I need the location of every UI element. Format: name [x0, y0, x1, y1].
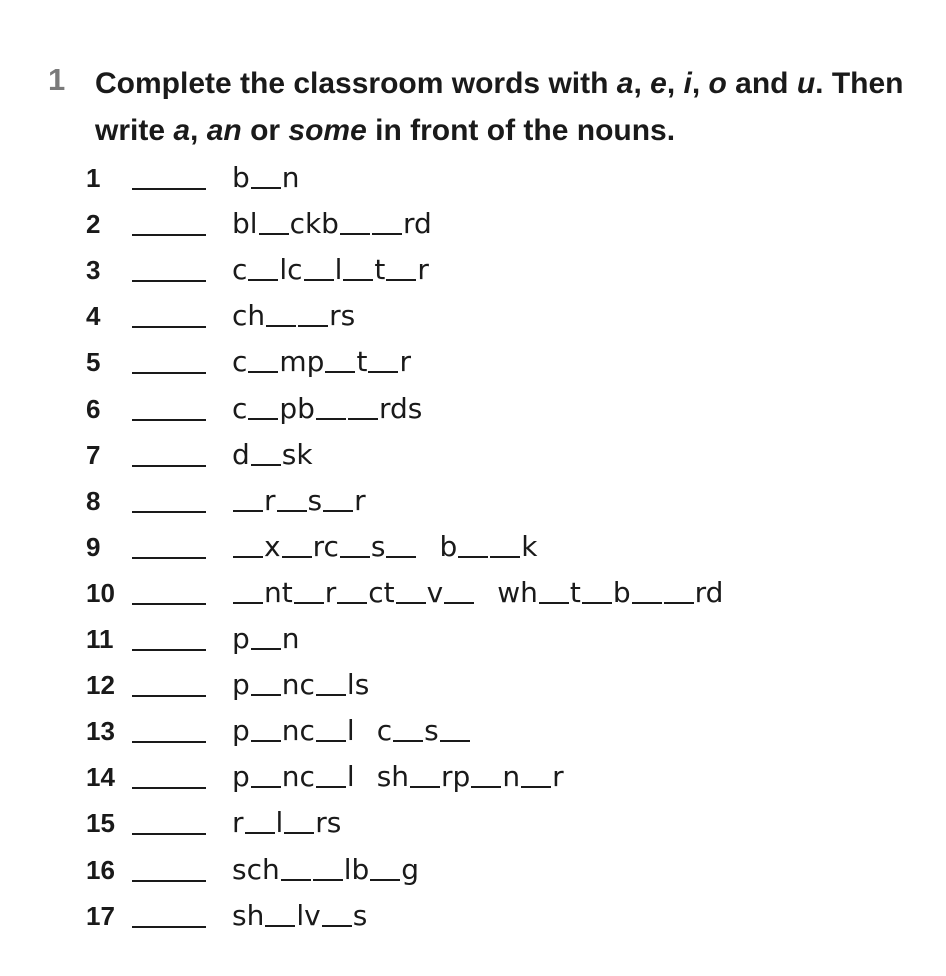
vowel-blank[interactable] — [521, 786, 551, 788]
word-letters: rc — [312, 529, 339, 563]
item-number: 8 — [86, 485, 101, 516]
vowel-blank[interactable] — [245, 832, 275, 834]
vowel-blank[interactable] — [396, 602, 426, 604]
vowel-blank[interactable] — [322, 925, 352, 927]
vowel-blank[interactable] — [370, 879, 400, 881]
vowel-blank[interactable] — [251, 648, 281, 650]
vowel-blank[interactable] — [248, 279, 278, 281]
word-letters: sh — [376, 760, 410, 794]
word-letters: l — [334, 253, 343, 287]
word-letters: k — [521, 529, 538, 563]
item-number: 17 — [86, 900, 115, 931]
item-number: 2 — [86, 209, 101, 240]
word-letters: ct — [368, 575, 395, 609]
word-letters: rs — [329, 299, 356, 333]
word-letters: r — [552, 760, 564, 794]
vowel-blank[interactable] — [444, 602, 474, 604]
word-letters: rs — [315, 806, 342, 840]
item-number: 12 — [86, 670, 115, 701]
word-letters: r — [354, 483, 366, 517]
vowel-blank[interactable] — [632, 602, 662, 604]
word-letters: c — [232, 345, 248, 379]
vowel-blank[interactable] — [294, 602, 324, 604]
instruction-text: u — [796, 67, 816, 100]
incomplete-word — [232, 250, 429, 290]
incomplete-word — [232, 527, 537, 567]
word-item — [0, 711, 946, 757]
word-letters: b — [612, 575, 631, 609]
word-item — [0, 757, 946, 803]
vowel-blank[interactable] — [410, 786, 440, 788]
instruction-text: i — [683, 67, 692, 100]
vowel-blank[interactable] — [266, 325, 296, 327]
word-letters: x — [264, 529, 281, 563]
article-answer-blank[interactable] — [132, 234, 206, 236]
word-letters: rd — [402, 207, 432, 241]
vowel-blank[interactable] — [316, 740, 346, 742]
word-item — [0, 619, 946, 665]
instruction-text: e — [650, 67, 667, 100]
word-letters: p — [232, 622, 250, 655]
vowel-blank[interactable] — [348, 418, 378, 420]
word-item — [0, 158, 946, 204]
item-number: 7 — [86, 439, 101, 470]
word-letters: n — [281, 161, 300, 194]
word-letters: s — [307, 483, 323, 517]
word-item — [0, 850, 946, 896]
word-item — [0, 803, 946, 849]
word-item — [0, 481, 946, 527]
word-letters: pb — [279, 391, 315, 425]
item-number: 10 — [86, 577, 115, 608]
vowel-blank[interactable] — [490, 556, 520, 558]
vowel-blank[interactable] — [233, 556, 263, 558]
article-answer-blank[interactable] — [132, 511, 206, 513]
article-answer-blank[interactable] — [132, 741, 206, 743]
instruction-text: Complete the classroom words with — [95, 67, 617, 100]
vowel-blank[interactable] — [337, 602, 367, 604]
word-letters: s — [352, 898, 368, 932]
instruction-text: , — [633, 67, 651, 100]
instruction-text: . Then write — [95, 67, 904, 147]
word-letters: wh — [497, 575, 538, 609]
word-letters: n — [281, 622, 300, 655]
exercise-number: 1 — [48, 62, 66, 97]
word-letters: lb — [343, 852, 370, 886]
vowel-blank[interactable] — [393, 740, 423, 742]
instruction-text: , — [691, 67, 709, 100]
instruction-text: a — [616, 67, 634, 100]
word-letters: t — [374, 253, 386, 287]
word-letters: v — [426, 575, 444, 609]
word-letters: l — [346, 714, 355, 748]
article-answer-blank[interactable] — [132, 695, 206, 697]
item-number: 13 — [86, 716, 115, 747]
word-letters: t — [356, 345, 368, 379]
item-number: 6 — [86, 393, 101, 424]
word-letters: r — [399, 345, 411, 379]
item-number: 9 — [86, 531, 101, 562]
vowel-blank[interactable] — [386, 556, 416, 558]
word-item — [0, 204, 946, 250]
vowel-blank[interactable] — [248, 418, 278, 420]
article-answer-blank[interactable] — [132, 880, 206, 882]
incomplete-word — [232, 158, 300, 198]
word-item — [0, 573, 946, 619]
instruction-text: some — [288, 114, 367, 147]
vowel-blank[interactable] — [284, 832, 314, 834]
word-letters: d — [232, 437, 250, 471]
word-letters: ckb — [289, 207, 339, 241]
incomplete-word — [232, 850, 419, 890]
vowel-blank[interactable] — [251, 786, 281, 788]
item-number: 14 — [86, 762, 115, 793]
word-letters: sk — [281, 437, 313, 471]
article-answer-blank[interactable] — [132, 787, 206, 789]
word-letters: nc — [281, 760, 315, 794]
vowel-blank[interactable] — [298, 325, 328, 327]
vowel-blank[interactable] — [282, 556, 312, 558]
word-letters: p — [232, 714, 250, 748]
word-letters: bl — [232, 207, 258, 241]
incomplete-word — [232, 711, 471, 751]
word-letters: ch — [232, 299, 266, 333]
vowel-blank[interactable] — [340, 556, 370, 558]
word-item — [0, 896, 946, 942]
word-letters: r — [417, 253, 429, 287]
word-item — [0, 342, 946, 388]
incomplete-word — [232, 296, 355, 336]
vowel-blank[interactable] — [233, 510, 263, 512]
vowel-blank[interactable] — [316, 694, 346, 696]
incomplete-word — [232, 803, 341, 843]
instruction-text: in front of the nouns. — [366, 114, 676, 147]
article-answer-blank[interactable] — [132, 603, 206, 605]
item-number: 11 — [86, 624, 114, 654]
vowel-blank[interactable] — [251, 464, 281, 466]
vowel-blank[interactable] — [251, 187, 281, 189]
vowel-blank[interactable] — [248, 371, 278, 373]
word-letters: rd — [694, 575, 724, 609]
word-item — [0, 527, 946, 573]
item-number: 5 — [86, 347, 101, 378]
incomplete-word — [232, 342, 411, 382]
vowel-blank[interactable] — [539, 602, 569, 604]
word-letters: s — [370, 529, 386, 563]
vowel-blank[interactable] — [251, 694, 281, 696]
word-letters: ls — [346, 668, 370, 702]
article-answer-blank[interactable] — [132, 419, 206, 421]
article-answer-blank[interactable] — [132, 280, 206, 282]
incomplete-word — [232, 896, 367, 936]
vowel-blank[interactable] — [316, 418, 346, 420]
instruction-text: , — [190, 114, 207, 147]
word-letters: r — [324, 575, 337, 609]
incomplete-word — [232, 757, 564, 797]
word-letters: rp — [441, 760, 471, 794]
vowel-blank[interactable] — [259, 233, 289, 235]
item-number: 3 — [86, 255, 101, 286]
word-letters: sch — [232, 852, 280, 886]
vowel-blank[interactable] — [281, 879, 311, 881]
word-letters: r — [264, 483, 276, 517]
word-letters: c — [232, 253, 248, 287]
article-answer-blank[interactable] — [132, 557, 206, 559]
article-answer-blank[interactable] — [132, 326, 206, 328]
instruction-text: or — [241, 114, 289, 147]
word-letters: l — [346, 760, 355, 794]
word-letters: b — [439, 529, 458, 563]
incomplete-word — [232, 573, 723, 613]
word-letters: g — [401, 852, 420, 886]
word-letters: b — [232, 161, 250, 194]
vowel-blank[interactable] — [343, 279, 373, 281]
instruction-text: and — [726, 67, 797, 100]
word-letters: c — [376, 714, 393, 748]
item-number: 4 — [86, 301, 101, 332]
word-letters: sh — [232, 898, 265, 932]
word-letters: lv — [296, 898, 321, 932]
vowel-blank[interactable] — [277, 510, 307, 512]
word-item — [0, 435, 946, 481]
word-letters: mp — [279, 345, 325, 379]
instruction-text: an — [206, 114, 242, 147]
vowel-blank[interactable] — [458, 556, 488, 558]
instruction-text: o — [708, 67, 727, 100]
vowel-blank[interactable] — [325, 371, 355, 373]
incomplete-word — [232, 665, 369, 705]
article-answer-blank[interactable] — [132, 926, 206, 928]
article-answer-blank[interactable] — [132, 372, 206, 374]
word-letters: t — [569, 575, 581, 609]
incomplete-word — [232, 204, 432, 244]
vowel-blank[interactable] — [386, 279, 416, 281]
article-answer-blank[interactable] — [132, 188, 206, 190]
word-letters: lc — [279, 253, 303, 287]
incomplete-word — [232, 435, 313, 475]
word-letters: s — [424, 714, 439, 748]
word-letters: nc — [281, 668, 315, 702]
word-letters: p — [232, 668, 250, 702]
vowel-blank[interactable] — [664, 602, 694, 604]
vowel-blank[interactable] — [313, 879, 343, 881]
item-number: 15 — [86, 808, 115, 839]
instruction-text: a — [173, 114, 191, 147]
word-letters: n — [502, 760, 521, 794]
exercise-instruction — [95, 60, 915, 154]
incomplete-word — [232, 389, 422, 429]
word-letters: l — [275, 806, 284, 840]
word-letters: r — [232, 806, 244, 840]
article-answer-blank[interactable] — [132, 833, 206, 835]
vowel-blank[interactable] — [440, 740, 470, 742]
incomplete-word — [232, 619, 300, 659]
vowel-blank[interactable] — [233, 602, 263, 604]
vowel-blank[interactable] — [323, 510, 353, 512]
word-letters: c — [232, 391, 248, 425]
vowel-blank[interactable] — [471, 786, 501, 788]
word-letters: nt — [264, 575, 293, 609]
article-answer-blank[interactable] — [132, 649, 206, 651]
vowel-blank[interactable] — [316, 786, 346, 788]
instruction-text: , — [666, 67, 684, 100]
incomplete-word — [232, 481, 366, 521]
vowel-blank[interactable] — [251, 740, 281, 742]
vowel-blank[interactable] — [265, 925, 295, 927]
word-item — [0, 250, 946, 296]
item-number: 1 — [86, 163, 101, 193]
item-number: 16 — [86, 854, 115, 885]
word-letters: p — [232, 760, 250, 794]
vowel-blank[interactable] — [372, 233, 402, 235]
vowel-blank[interactable] — [368, 371, 398, 373]
word-letters: nc — [281, 714, 315, 748]
article-answer-blank[interactable] — [132, 465, 206, 467]
vowel-blank[interactable] — [304, 279, 334, 281]
word-item — [0, 389, 946, 435]
word-item — [0, 665, 946, 711]
word-letters: rds — [378, 391, 423, 425]
word-item — [0, 296, 946, 342]
vowel-blank[interactable] — [582, 602, 612, 604]
vowel-blank[interactable] — [340, 233, 370, 235]
